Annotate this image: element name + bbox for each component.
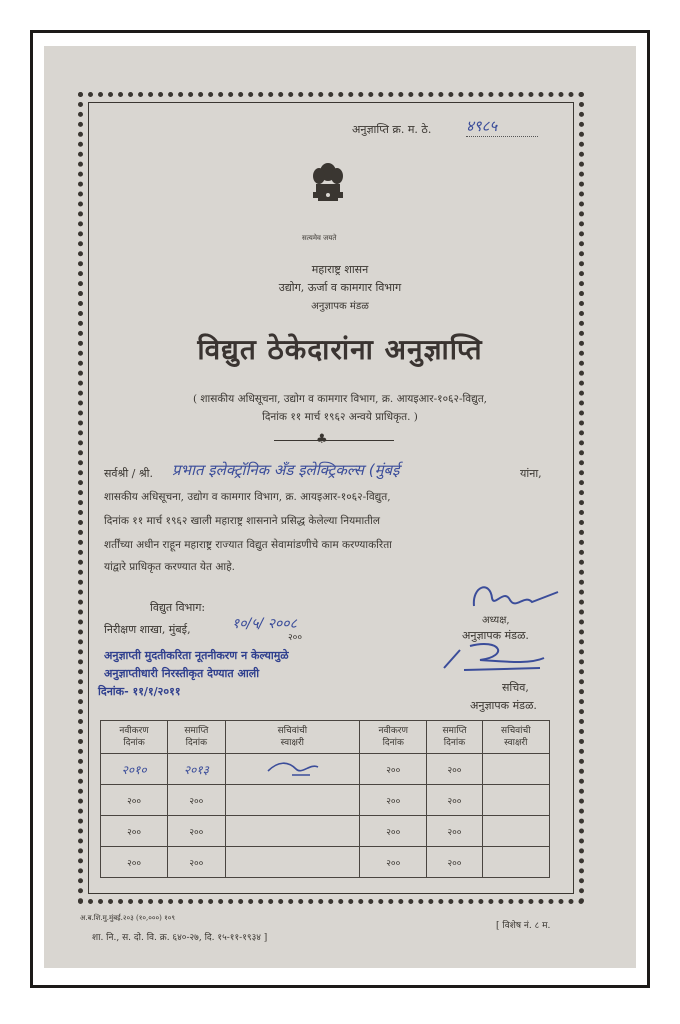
issuer-line-2: उद्योग, ऊर्जा व कामगार विभाग [278, 281, 402, 294]
table-cell: २०० [168, 816, 225, 847]
office-date-suffix: २०० [288, 633, 303, 643]
state-emblem-icon [308, 158, 348, 230]
table-cell [482, 754, 549, 785]
ornament-divider [274, 440, 394, 441]
body-line-4: शर्तींच्या अधीन राहून महाराष्ट्र राज्यात विद्युत सेवामांडणीचे काम करण्याकरिता [104, 539, 392, 551]
certificate-title: विद्युत ठेकेदारांना अनुज्ञाप्ति [197, 333, 483, 366]
table-cell: २०० [427, 847, 482, 878]
table-cell [225, 816, 360, 847]
table-cell: २०० [360, 816, 427, 847]
table-cell [225, 847, 360, 878]
footer-print-line-2: शा. नि., स. दो. वि. क्र. ६४०-२७, दि. १५-११-१९३४ ] [92, 933, 268, 943]
license-number-value: ४९८५ [466, 116, 538, 137]
office-line-2: निरीक्षण शाखा, मुंबई, [104, 623, 191, 636]
body-prefix: सर्वश्री / श्री. [104, 467, 154, 480]
signatory1-board: अनुज्ञापक मंडळ. [462, 629, 529, 642]
body-line-2: शासकीय अधिसूचना, उद्योग व कामगार विभाग, क्र. आयइआर-१०६२-विद्युत, [104, 491, 391, 503]
footer-form-ref: [ विशेष नं. ८ म. [496, 921, 551, 931]
table-row [101, 816, 550, 847]
issuer-line-3: अनुज्ञापक मंडळ [311, 301, 369, 312]
header-renewal-date-2: नवीकरण दिनांक [360, 721, 427, 754]
table-cell: २०१३ [168, 754, 225, 785]
table-cell: २०० [101, 785, 168, 816]
table-row [101, 754, 550, 785]
table-cell [225, 754, 360, 785]
issuer-line-1: महाराष्ट्र शासन [311, 263, 369, 276]
table-cell: २०० [101, 847, 168, 878]
header-expiry-date-2: समाप्ति दिनांक [427, 721, 482, 754]
body-line-1-end: यांना, [520, 467, 542, 480]
table-cell: २०० [427, 816, 482, 847]
table-row [101, 847, 550, 878]
body-line-3: दिनांक ११ मार्च १९६२ खाली महाराष्ट्र शासनाने प्रसिद्ध केलेल्या नियमातील [104, 515, 381, 527]
table-row [101, 785, 550, 816]
signatory1-role: अध्यक्ष, [482, 615, 510, 626]
club-ornament-icon: ♣ [316, 432, 328, 447]
table-cell: २०० [360, 847, 427, 878]
body-line-5: यांद्वारे प्राधिकृत करण्यात येत आहे. [104, 561, 235, 573]
chairman-signature [466, 576, 562, 616]
table-cell: २०० [360, 754, 427, 785]
table-cell: २०० [168, 785, 225, 816]
stamp-line-2: अनुज्ञाप्तीधारी निरस्तीकृत देण्यात आली [104, 667, 260, 680]
header-expiry-date-1: समाप्ति दिनांक [168, 721, 225, 754]
renewal-table [100, 720, 550, 878]
table-cell: २०० [360, 785, 427, 816]
emblem-motto: सत्यमेव जयते [302, 234, 337, 242]
table-cell: २०० [427, 754, 482, 785]
licensee-name: प्रभात इलेक्ट्रॉनिक अँड इलेक्ट्रिकल्स (मुंबई [172, 461, 400, 479]
stamp-line-3: दिनांक- ११/१/२०११ [98, 685, 181, 698]
table-cell: २०० [427, 785, 482, 816]
table-cell [482, 847, 549, 878]
table-cell [482, 816, 549, 847]
table-cell [482, 785, 549, 816]
office-date: १०/५/ २००८ [232, 616, 297, 632]
subtitle-line-2: दिनांक ११ मार्च १९६२ अन्वये प्राधिकृत. ) [262, 411, 418, 423]
table-cell: २०१० [101, 754, 168, 785]
signatory2-role: सचिव, [502, 681, 529, 694]
header-secretary-signature-2: सचिवांची स्वाक्षरी [482, 721, 549, 754]
table-cell: २०० [168, 847, 225, 878]
table-cell [225, 785, 360, 816]
table-cell: २०० [101, 816, 168, 847]
header-secretary-signature-1: सचिवांची स्वाक्षरी [225, 721, 360, 754]
secretary-signature [440, 640, 550, 676]
license-number-label: अनुज्ञाप्ति क्र. म. ठे. [352, 123, 432, 136]
renewal-signature [262, 757, 322, 779]
footer-print-line-1: अ.ब.शि.मु.मुंबई.२०३ (१०,०००) १०९ [80, 914, 176, 922]
header-renewal-date-1: नवीकरण दिनांक [101, 721, 168, 754]
subtitle-line-1: ( शासकीय अधिसूचना, उद्योग व कामगार विभाग, क्र. आयइआर-१०६२-विद्युत, [192, 393, 488, 405]
office-line-1: विद्युत विभाग: [150, 601, 206, 614]
stamp-line-1: अनुज्ञाप्ती मुदतीकरिता नूतनीकरण न केल्यामुळे [104, 649, 289, 662]
signatory2-board: अनुज्ञापक मंडळ. [470, 699, 537, 712]
